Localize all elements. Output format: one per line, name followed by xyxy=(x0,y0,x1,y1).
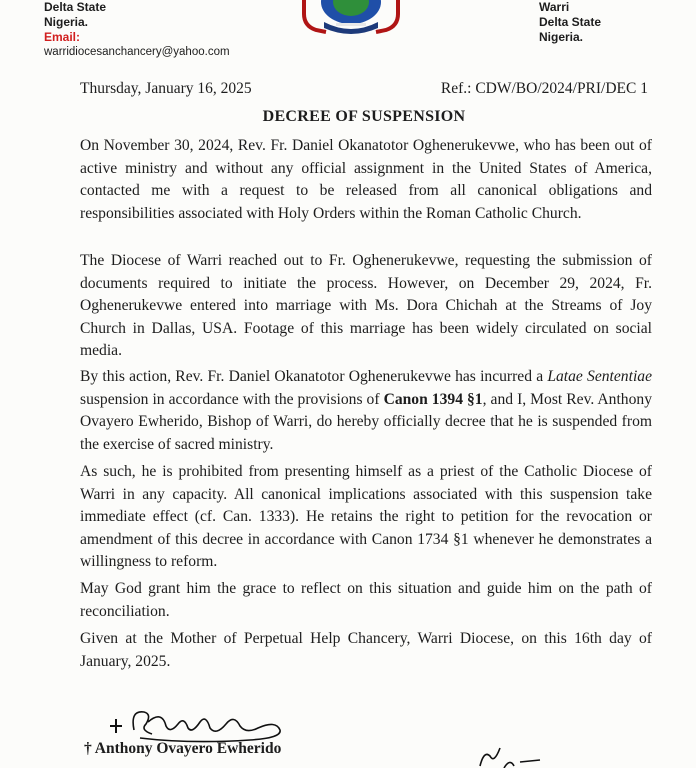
paragraph-marriage: The Diocese of Warri reached out to Fr. Oghenerukevwe, requesting the submission of documents required to initiate the process. However, on December 29, 2024, Fr. Oghenerukevwe entered into marriage with Ms. Dora Chichah at the Streams of Joy Church in Dallas, USA. Footage of this marriage has been widely circulated on social media. xyxy=(80,252,652,359)
email-address[interactable]: warridiocesanchancery@yahoo.com xyxy=(44,46,230,58)
paragraph-given-at: Given at the Mother of Perpetual Help Chancery, Warri Diocese, on this 16th day of January, 2025. xyxy=(80,630,652,670)
right-state: Delta State xyxy=(539,15,602,29)
email-label: Email: xyxy=(44,30,81,44)
canon-reference: Canon 1394 §1 xyxy=(383,390,483,408)
letterhead-left-address xyxy=(44,0,230,60)
suspension-text-c: , and I, Most Rev. Anthony Ovayero Ewherido, Bishop of Warri, do hereby officially decree that he is suspended from the exercise of sacred ministry. xyxy=(80,390,652,453)
paragraph-prayer: May God grant him the grace to reflect on this situation and guide him on the path of reconciliation. xyxy=(80,580,652,620)
paragraph-suspension xyxy=(80,366,652,456)
decree-title: DECREE OF SUSPENSION xyxy=(262,108,466,125)
right-city: Warri xyxy=(539,0,570,14)
reference-number: Ref.: CDW/BO/2024/PRI/DEC 1 xyxy=(440,80,648,97)
letterhead-right-address xyxy=(539,0,601,45)
latin-term: Latae Sententiae xyxy=(547,368,652,385)
suspension-text-a: By this action, Rev. Fr. Daniel Okanatotor Oghenerukevwe has incurred a xyxy=(80,368,548,385)
left-country: Nigeria. xyxy=(44,15,89,29)
right-country: Nigeria. xyxy=(539,30,584,44)
handwritten-signature xyxy=(100,700,290,744)
paragraph-prohibition: As such, he is prohibited from presenting himself as a priest of the Catholic Diocese of Warri in any capacity. All canonical implications associated with this suspension take immediate effect (cf. Can. 1333). He retains the right to petition for the revocation or amendment of this decree in accordance with Canon 1734 §1 whenever he demonstrates a willingness to reform. xyxy=(80,463,652,570)
suspension-text-b: suspension in accordance with the provisions of xyxy=(80,390,384,408)
diocese-crest-logo xyxy=(296,0,406,38)
signatory-name: † Anthony Ovayero Ewherido xyxy=(84,740,282,757)
decree-date: Thursday, January 16, 2025 xyxy=(80,80,252,97)
second-signature xyxy=(470,742,550,768)
paragraph-request: On November 30, 2024, Rev. Fr. Daniel Okanatotor Oghenerukevwe, who has been out of active ministry and without any official assignment in the United States of America, contacted me with a request to be released from all canonical obligations and responsibilities associated with Holy Orders within the Roman Catholic Church. xyxy=(80,137,652,222)
left-state: Delta State xyxy=(44,0,107,14)
